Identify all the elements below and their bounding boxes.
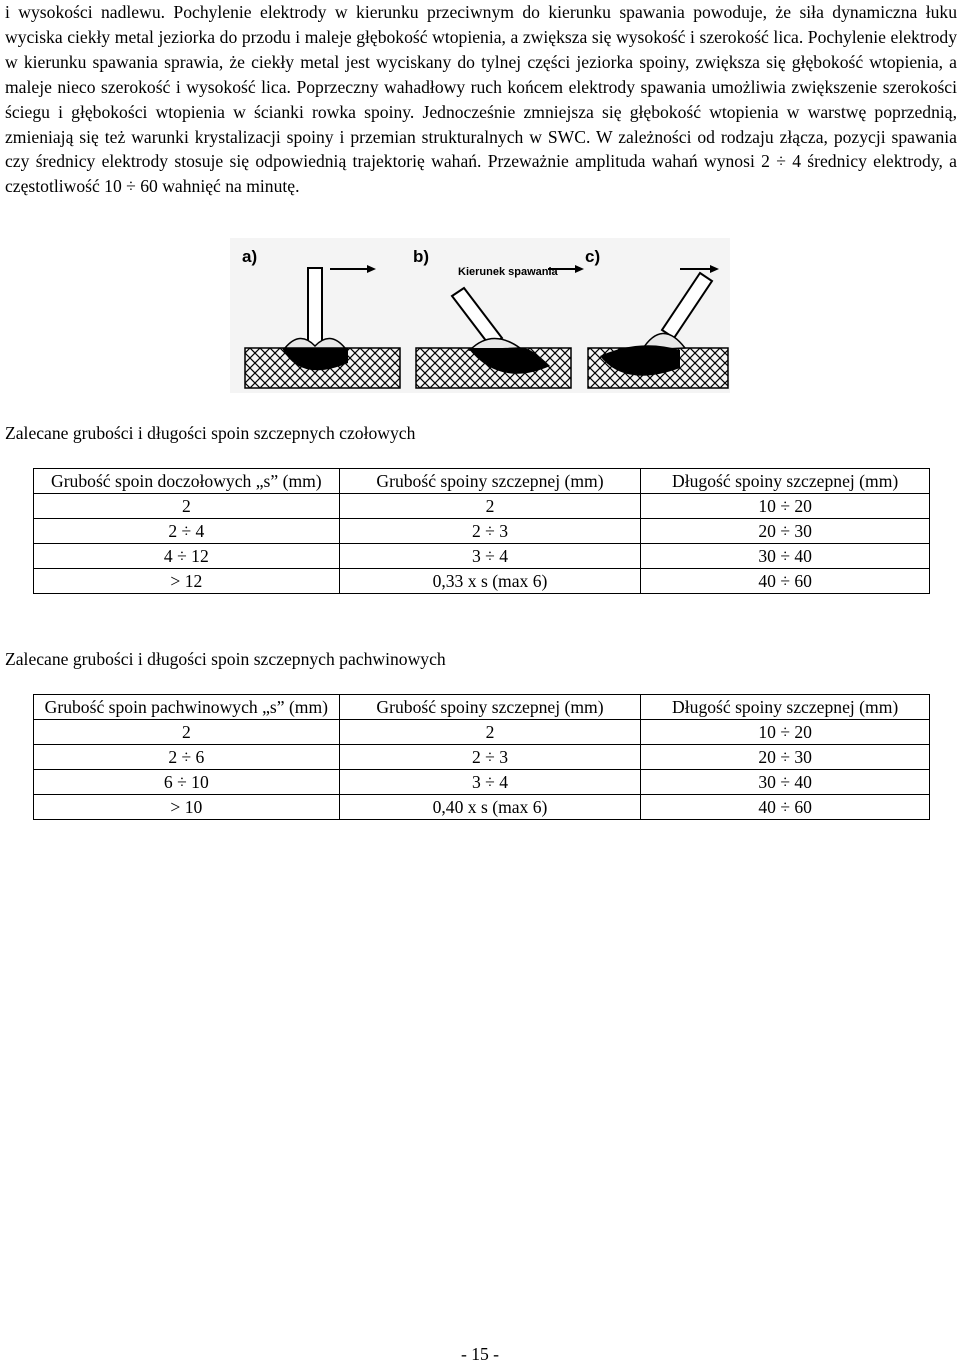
- header-cell: Grubość spoin pachwinowych „s” (mm): [34, 695, 340, 720]
- table-cell: 20 ÷ 30: [641, 519, 930, 544]
- table-cell: 2: [339, 494, 641, 519]
- figure-label-b: b): [413, 247, 430, 266]
- table-row: [34, 544, 930, 569]
- table-cell: 6 ÷ 10: [34, 770, 340, 795]
- welding-electrode-angle-figure: [230, 238, 730, 393]
- table-cell: 3 ÷ 4: [339, 544, 641, 569]
- table-cell: 20 ÷ 30: [641, 745, 930, 770]
- table-cell: 2: [34, 494, 340, 519]
- table-cell: > 10: [34, 795, 340, 820]
- figure-label-c: c): [585, 247, 601, 266]
- header-cell: Długość spoiny szczepnej (mm): [641, 469, 930, 494]
- table-cell: > 12: [34, 569, 340, 594]
- body-paragraph: i wysokości nadlewu. Pochylenie elektrody w kierunku przeciwnym do kierunku spawania powoduje, że siła dynamiczna łuku wyciska ciekły metal jeziorka do przodu i maleje głębokość wtopienia, a zwiększa się wysokość i szerokość lica. Pochylenie elektrody w kierunku spawania sprawia, że ciekły metal jest wyciskany do tylnej części jeziorka spoiny, zwiększa się głębokość wtopienia, a maleje nieco szerokość i wysokość lica. Poprzeczny wahadłowy ruch końcem elektrody spawania umożliwia zwiększenie szerokości ściegu i głębokości wtopienia w ścianki rowka spoiny. Jednocześnie zmniejsza się głębokość wtopienia w warstwę poprzednią, zmieniają się też warunki krystalizacji spoiny i przemian strukturalnych w SWC. W zależności od rodzaju złącza, pozycji spawania czy średnicy elektrody stosuje się odpowiednią trajektorię wahań. Przeważnie amplituda wahań wynosi 2 ÷ 4 średnicy elektrody, a częstotliwość 10 ÷ 60 wahnięć na minutę.: [5, 2, 957, 197]
- table-cell: 0,40 x s (max 6): [339, 795, 641, 820]
- header-cell: Długość spoiny szczepnej (mm): [641, 695, 930, 720]
- table-row: [34, 494, 930, 519]
- table2-caption: Zalecane grubości i długości spoin szczepnych pachwinowych: [5, 649, 446, 669]
- table-cell: 3 ÷ 4: [339, 770, 641, 795]
- table-header-row: [34, 469, 930, 494]
- table-row: [34, 569, 930, 594]
- table-cell: 2 ÷ 4: [34, 519, 340, 544]
- figure-label-a: a): [242, 247, 258, 266]
- table-fillet-tack-welds: [33, 694, 930, 820]
- table-row: [34, 519, 930, 544]
- table-cell: 0,33 x s (max 6): [339, 569, 641, 594]
- table-cell: 10 ÷ 20: [641, 494, 930, 519]
- table-cell: 2 ÷ 3: [339, 745, 641, 770]
- page-number: - 15 -: [460, 1344, 500, 1364]
- table-cell: 2: [339, 720, 641, 745]
- welding-direction-label: Kierunek spawania: [458, 266, 558, 278]
- header-cell: Grubość spoiny szczepnej (mm): [339, 695, 641, 720]
- table-cell: 30 ÷ 40: [641, 770, 930, 795]
- table-cell: 30 ÷ 40: [641, 544, 930, 569]
- table-cell: 2 ÷ 6: [34, 745, 340, 770]
- table-cell: 2 ÷ 3: [339, 519, 641, 544]
- table1-caption: Zalecane grubości i długości spoin szczepnych czołowych: [5, 423, 416, 443]
- table-cell: 2: [34, 720, 340, 745]
- table-row: [34, 745, 930, 770]
- table-cell: 40 ÷ 60: [641, 795, 930, 820]
- table-cell: 10 ÷ 20: [641, 720, 930, 745]
- header-cell: Grubość spoiny szczepnej (mm): [339, 469, 641, 494]
- table-cell: 40 ÷ 60: [641, 569, 930, 594]
- table-row: [34, 720, 930, 745]
- table-row: [34, 795, 930, 820]
- table-row: [34, 770, 930, 795]
- table-butt-tack-welds: [33, 468, 930, 594]
- table-header-row: [34, 695, 930, 720]
- header-cell: Grubość spoin doczołowych „s” (mm): [34, 469, 340, 494]
- table-cell: 4 ÷ 12: [34, 544, 340, 569]
